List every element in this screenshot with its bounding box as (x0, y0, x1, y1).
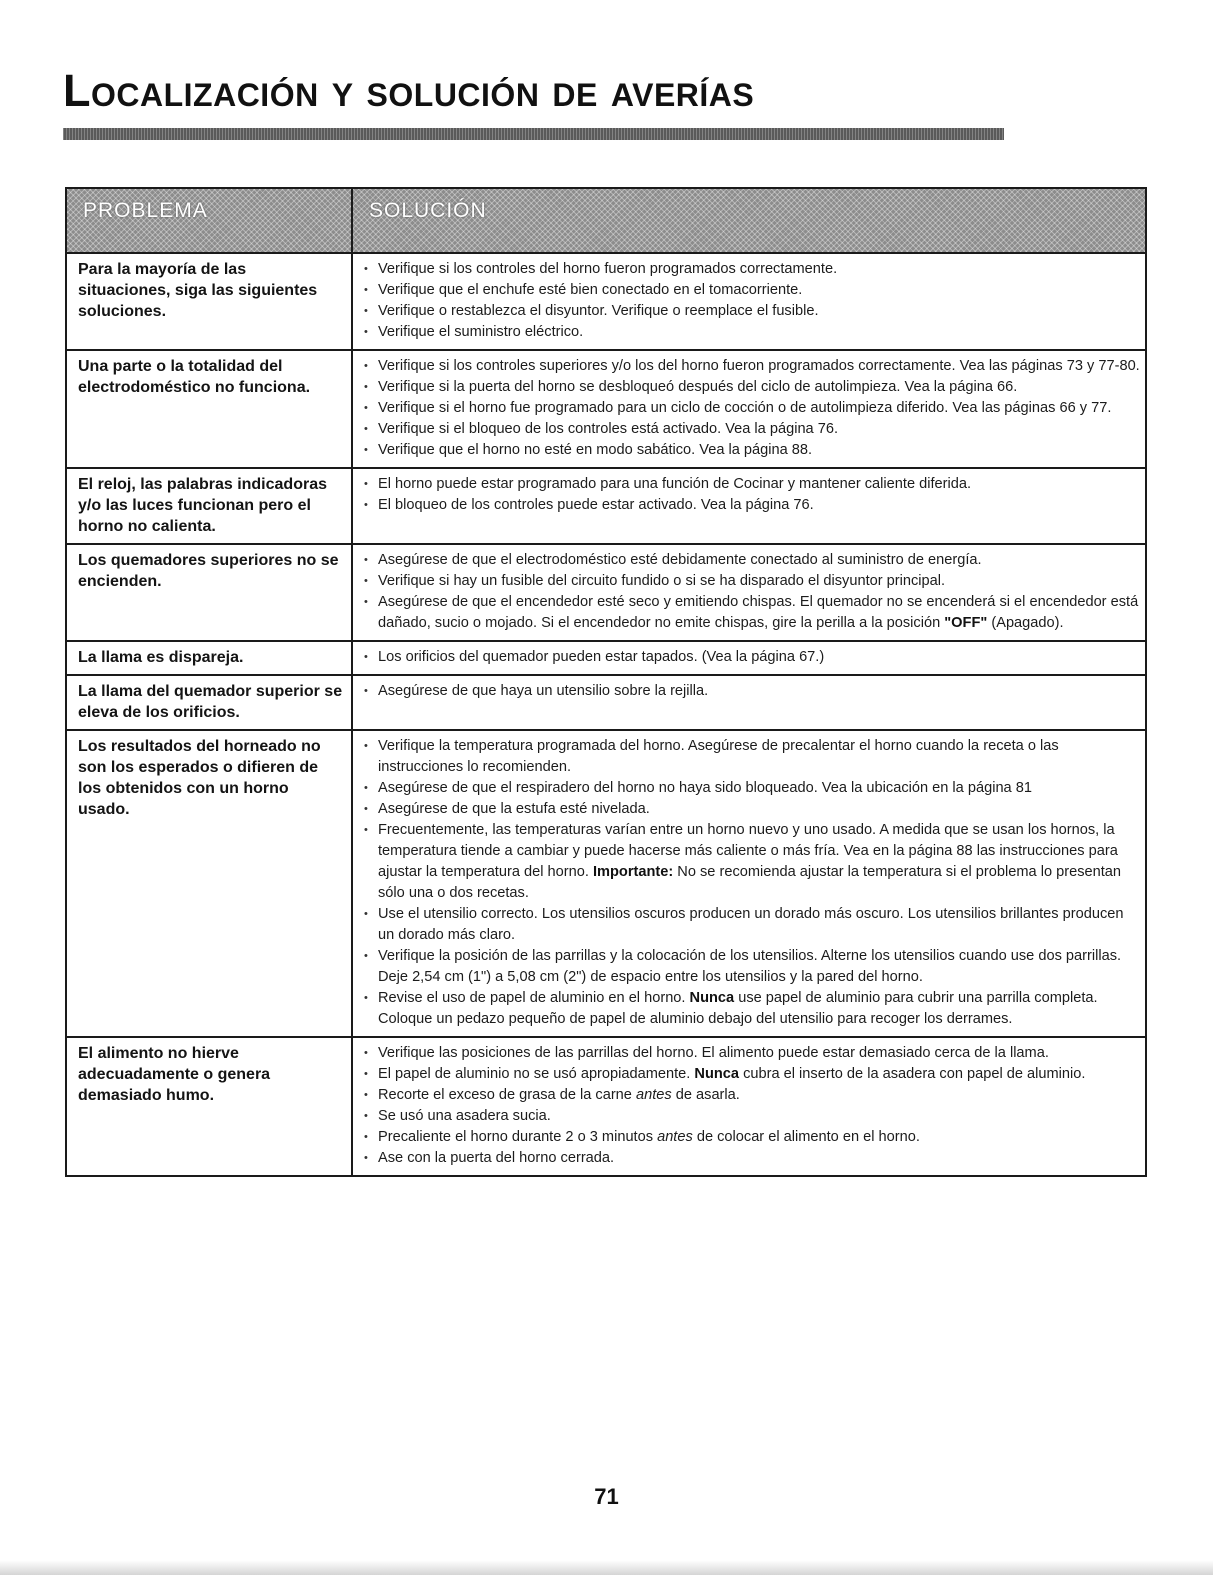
table-row (66, 253, 1146, 350)
solution-item: • Verifique si el bloqueo de los controles está activado. Vea la página 76. (364, 419, 1141, 440)
solution-item: • Verifique la temperatura programada del horno. Asegúrese de precalentar el horno cuando la receta o las instrucciones lo recomienden. (364, 736, 1141, 778)
problem-cell: Para la mayoría de las situaciones, siga las siguientes soluciones. (66, 253, 352, 350)
solution-item: • Verifique si hay un fusible del circuito fundido o si se ha disparado el disyuntor principal. (364, 571, 1141, 592)
solution-list (364, 259, 1141, 343)
solution-item: • Verifique si los controles del horno fueron programados correctamente. (364, 259, 1141, 280)
solution-item: • Revise el uso de papel de aluminio en el horno. Nunca use papel de aluminio para cubrir una parrilla completa. Coloque un pedazo pequeño de papel de aluminio debajo del utensilio para recoger los derrames. (364, 988, 1141, 1030)
solution-item: • Verifique que el enchufe esté bien conectado en el tomacorriente. (364, 280, 1141, 301)
table-row (66, 350, 1146, 468)
problem-cell: La llama del quemador superior se eleva de los orificios. (66, 675, 352, 730)
problem-cell: Los quemadores superiores no se encienden. (66, 544, 352, 641)
solution-item: • Los orificios del quemador pueden estar tapados. (Vea la página 67.) (364, 647, 1141, 668)
solution-item: • Verifique o restablezca el disyuntor. Verifique o reemplace el fusible. (364, 301, 1141, 322)
solution-cell (352, 544, 1146, 641)
solution-item: • Verifique si los controles superiores y/o los del horno fueron programados correctamente. Vea las páginas 73 y 77-80. (364, 356, 1141, 377)
solution-item: • Verifique el suministro eléctrico. (364, 322, 1141, 343)
problem-cell: La llama es dispareja. (66, 641, 352, 675)
solution-cell (352, 253, 1146, 350)
solution-item: • Asegúrese de que el respiradero del horno no haya sido bloqueado. Vea la ubicación en la página 81 (364, 778, 1141, 799)
solution-item: • Use el utensilio correcto. Los utensilios oscuros producen un dorado más oscuro. Los utensilios brillantes producen un dorado más claro. (364, 904, 1141, 946)
table-row (66, 641, 1146, 675)
solution-item: • Verifique si el horno fue programado para un ciclo de cocción o de autolimpieza diferido. Vea las páginas 66 y 77. (364, 398, 1141, 419)
table-row (66, 468, 1146, 544)
solution-cell (352, 730, 1146, 1037)
table-row (66, 544, 1146, 641)
solution-item: • El bloqueo de los controles puede estar activado. Vea la página 76. (364, 495, 1141, 516)
troubleshooting-table (65, 187, 1147, 1177)
page-title: Localización y solución de averías (63, 65, 755, 116)
table-row (66, 675, 1146, 730)
solution-item: • Verifique las posiciones de las parrillas del horno. El alimento puede estar demasiado cerca de la llama. (364, 1043, 1141, 1064)
solution-cell (352, 641, 1146, 675)
page-number: 71 (594, 1484, 619, 1509)
solution-list (364, 356, 1141, 461)
solution-item: • Asegúrese de que la estufa esté nivelada. (364, 799, 1141, 820)
solution-list (364, 474, 1141, 516)
solution-cell (352, 350, 1146, 468)
solution-list (364, 736, 1141, 1030)
solution-item: • Ase con la puerta del horno cerrada. (364, 1148, 1141, 1169)
solution-cell (352, 1037, 1146, 1176)
solution-item: • Asegúrese de que el electrodoméstico esté debidamente conectado al suministro de energía. (364, 550, 1141, 571)
solution-list (364, 550, 1141, 634)
header-problem: PROBLEMA (66, 188, 352, 253)
problem-cell: Los resultados del horneado no son los esperados o difieren de los obtenidos con un horno usado. (66, 730, 352, 1037)
solution-item: • Asegúrese de que haya un utensilio sobre la rejilla. (364, 681, 1141, 702)
solution-item: • Frecuentemente, las temperaturas varían entre un horno nuevo y uno usado. A medida que se usan los hornos, la temperatura tiende a cambiar y puede hacerse más caliente o más fría. Vea en la página 88 las instrucciones para ajustar la temperatura del horno. Importante: No se recomienda ajustar la temperatura si el problema lo presentan sólo una o dos recetas. (364, 820, 1141, 904)
solution-item: • Recorte el exceso de grasa de la carne antes de asarla. (364, 1085, 1141, 1106)
title-underline (63, 128, 1004, 140)
problem-cell: El alimento no hierve adecuadamente o genera demasiado humo. (66, 1037, 352, 1176)
solution-cell (352, 468, 1146, 544)
header-solution: SOLUCIÓN (352, 188, 1146, 253)
table-row (66, 1037, 1146, 1176)
solution-item: • Asegúrese de que el encendedor esté seco y emitiendo chispas. El quemador no se encenderá si el encendedor está dañado, sucio o mojado. Si el encendedor no emite chispas, gire la perilla a la posición "OFF" (Apagado). (364, 592, 1141, 634)
table-row (66, 730, 1146, 1037)
problem-cell: Una parte o la totalidad del electrodoméstico no funciona. (66, 350, 352, 468)
table-header-row (66, 188, 1146, 253)
solution-item: • Verifique si la puerta del horno se desbloqueó después del ciclo de autolimpieza. Vea la página 66. (364, 377, 1141, 398)
solution-list (364, 681, 1141, 702)
solution-cell (352, 675, 1146, 730)
solution-list (364, 1043, 1141, 1169)
solution-item: • El papel de aluminio no se usó apropiadamente. Nunca cubra el inserto de la asadera con papel de aluminio. (364, 1064, 1141, 1085)
solution-item: • Verifique que el horno no esté en modo sabático. Vea la página 88. (364, 440, 1141, 461)
solution-item: • El horno puede estar programado para una función de Cocinar y mantener caliente diferida. (364, 474, 1141, 495)
scan-edge (0, 1560, 1213, 1575)
solution-list (364, 647, 1141, 668)
solution-item: • Precaliente el horno durante 2 o 3 minutos antes de colocar el alimento en el horno. (364, 1127, 1141, 1148)
solution-item: • Se usó una asadera sucia. (364, 1106, 1141, 1127)
problem-cell: El reloj, las palabras indicadoras y/o las luces funcionan pero el horno no calienta. (66, 468, 352, 544)
solution-item: • Verifique la posición de las parrillas y la colocación de los utensilios. Alterne los utensilios cuando use dos parrillas. Deje 2,54 cm (1") a 5,08 cm (2") de espacio entre los utensilios y la pared del horno. (364, 946, 1141, 988)
